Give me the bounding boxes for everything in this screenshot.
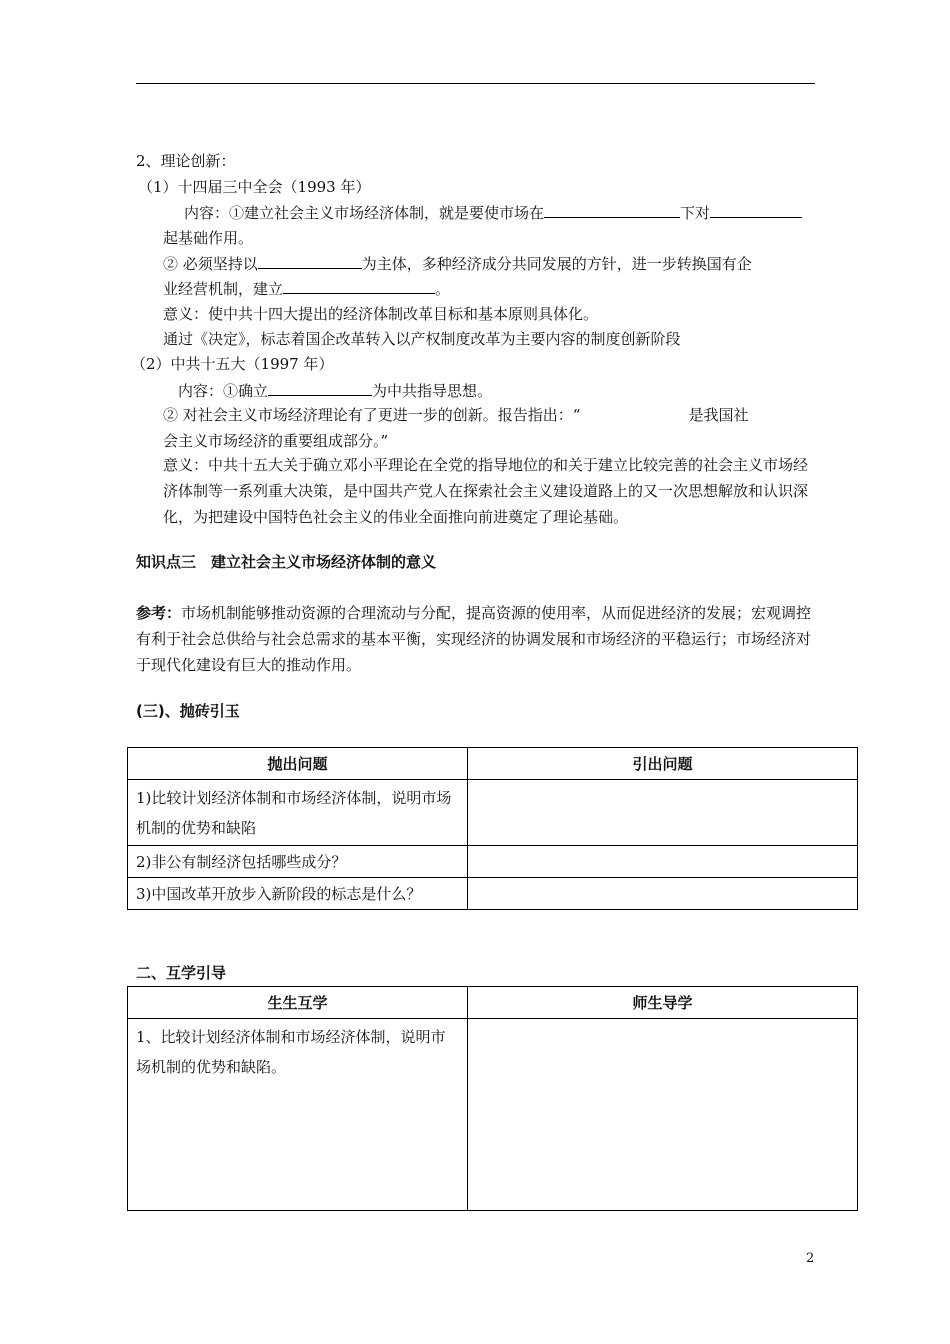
content-line-7: 会主义市场经济的重要组成部分。” [163, 432, 389, 450]
table-row [128, 878, 858, 910]
content-line-4 [163, 277, 450, 300]
reference-paragraph [136, 600, 818, 678]
significance-2: 意义：中共十五大关于确立邓小平理论在全党的指导地位的和关于建立比较完善的社会主义市场经济体制等一系列重大决策，是中国共产党人在探索社会主义建设道路上的又一次思想解放和认识深化，为把建设中国特色社会主义的伟业全面推向前进奠定了理论基础。 [163, 456, 809, 526]
table-row [128, 1019, 858, 1211]
fill-blank[interactable] [268, 379, 372, 396]
content-line-5 [178, 379, 492, 402]
header-rule [136, 83, 815, 84]
content-text: 是我国社 [688, 406, 749, 424]
content-text: ② 必须坚持以 [163, 255, 258, 273]
question-cell: 3)中国改革开放步入新阶段的标志是什么？ [128, 878, 468, 910]
content-line-3 [163, 252, 752, 275]
content-text: 内容：①确立 [178, 382, 269, 400]
content-text: 内容：①建立社会主义市场经济体制，就是要使市场在 [184, 204, 545, 222]
fill-blank[interactable] [544, 201, 680, 218]
part2-title: 二、互学引导 [136, 964, 227, 982]
mutual-learning-table [127, 986, 858, 1211]
part3-title: (三)、抛砖引玉 [136, 702, 240, 720]
column-header: 师生导学 [468, 987, 858, 1019]
reference-label: 参考： [136, 604, 182, 622]
decision-line: 通过《决定》，标志着国企改革转入以产权制度改革为主要内容的制度创新阶段 [163, 330, 681, 348]
question-cell: 2)非公有制经济包括哪些成分？ [128, 846, 468, 878]
fill-blank[interactable] [258, 252, 362, 269]
answer-cell[interactable] [468, 780, 858, 846]
content-line-1 [184, 201, 802, 224]
knowledge-point-title: 知识点三 建立社会主义市场经济体制的意义 [136, 553, 437, 571]
subsection-heading-2: （2）中共十五大（1997 年） [131, 355, 334, 373]
question-cell: 1、比较计划经济体制和市场经济体制，说明市场机制的优势和缺陷。 [128, 1019, 468, 1211]
answer-cell[interactable] [468, 846, 858, 878]
column-header: 抛出问题 [128, 748, 468, 780]
significance-1: 意义：使中共十四大提出的经济体制改革目标和基本原则具体化。 [163, 305, 599, 323]
subsection-heading-1: （1）十四届三中全会（1993 年） [138, 178, 371, 196]
content-text: 为中共指导思想。 [372, 382, 493, 400]
content-text: 。 [435, 280, 451, 298]
content-line-2: 起基础作用。 [163, 229, 254, 247]
question-cell: 1)比较计划经济体制和市场经济体制，说明市场机制的优势和缺陷 [128, 780, 468, 846]
fill-blank[interactable] [283, 277, 435, 294]
reference-text: 市场机制能够推动资源的合理流动与分配，提高资源的使用率，从而促进经济的发展；宏观调控有利于社会总供给与社会总需求的基本平衡，实现经济的协调发展和市场经济的平稳运行；市场经济对于现代化建设有巨大的推动作用。 [136, 604, 812, 674]
section-title: 2、理论创新： [136, 152, 236, 170]
answer-cell[interactable] [468, 1019, 858, 1211]
answer-cell[interactable] [468, 878, 858, 910]
column-header: 生生互学 [128, 987, 468, 1019]
content-text: ② 对社会主义市场经济理论有了更进一步的创新。报告指出：“ [163, 406, 581, 424]
column-header: 引出问题 [468, 748, 858, 780]
table-row [128, 780, 858, 846]
table-row [128, 846, 858, 878]
content-text: 下对 [680, 204, 711, 222]
content-text: 为主体，多种经济成分共同发展的方针，进一步转换国有企 [361, 255, 752, 273]
questions-table [127, 747, 858, 910]
content-line-6 [163, 404, 748, 426]
content-text: 业经营机制，建立 [163, 280, 284, 298]
page-number: 2 [806, 1251, 815, 1266]
fill-blank[interactable] [710, 201, 802, 218]
